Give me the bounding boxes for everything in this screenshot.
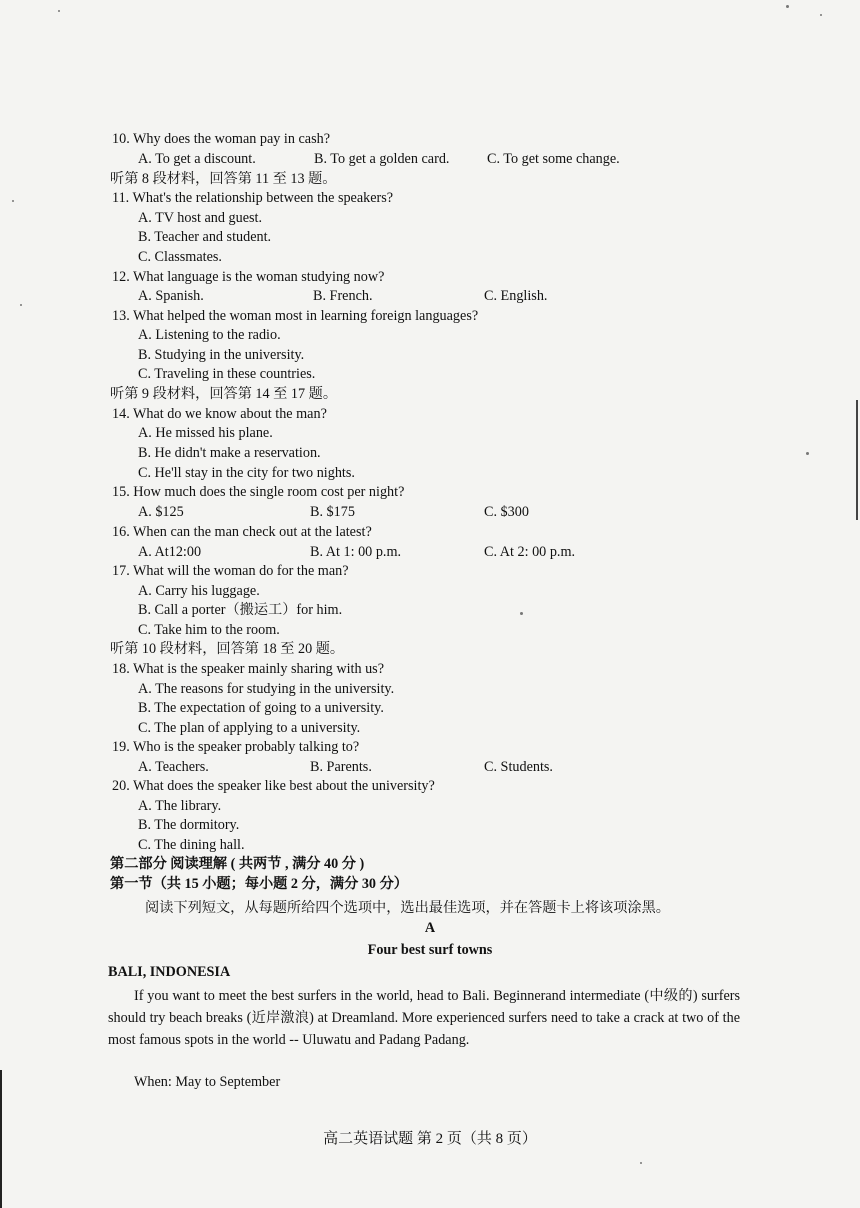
section-heading: 听第 9 段材料，回答第 14 至 17 题。 [110,386,338,402]
option: B. The expectation of going to a university. [138,700,384,716]
scan-speck [20,304,22,306]
scan-speck [820,14,822,16]
option: A. Teachers. [138,759,209,775]
passage-paragraph: If you want to meet the best surfers in the world, head to Bali. Beginnerand intermediate (中级的) surfers should try beach breaks (近岸激浪) at Dreamland. More experienced surfers need to take a crack at two of the most famous spots in the world -- Uluwatu and Padang Padang. [108,988,740,1048]
passage-body [108,985,740,1051]
passage-place: BALI, INDONESIA [108,964,231,980]
option: C. He'll stay in the city for two nights. [138,465,355,481]
option: A. The reasons for studying in the university. [138,681,395,697]
question-19: 19. Who is the speaker probably talking to? [112,739,360,755]
option: B. Parents. [310,759,372,775]
section1-title: 第一节（共 15 小题；每小题 2 分，满分 30 分） [110,876,408,892]
option: A. He missed his plane. [138,425,273,441]
scan-speck [58,10,60,12]
option: C. The plan of applying to a university. [138,720,361,736]
option: C. Classmates. [138,249,222,265]
option: C. Take him to the room. [138,622,280,638]
question-16: 16. When can the man check out at the latest? [112,524,372,540]
option: C. Traveling in these countries. [138,366,316,382]
option: C. Students. [484,759,553,775]
option: A. At12:00 [138,544,202,560]
option: B. $175 [310,504,355,520]
option: B. To get a golden card. [314,151,450,167]
option: B. Call a porter（搬运工）for him. [138,602,343,618]
reading-instruction: 阅读下列短文，从每题所给四个选项中，选出最佳选项，并在答题卡上将该项涂黑。 [145,900,670,916]
option: C. The dining hall. [138,837,245,853]
option: B. Teacher and student. [138,229,272,245]
question-17: 17. What will the woman do for the man? [112,563,349,579]
option: A. Spanish. [138,288,204,304]
scan-speck [806,452,809,455]
scan-speck [640,1162,642,1164]
option: B. At 1: 00 p.m. [310,544,402,560]
part2-title: 第二部分 阅读理解 ( 共两节 , 满分 40 分 ) [110,856,365,872]
option: B. The dormitory. [138,817,240,833]
passage-title: Four best surf towns [367,942,493,958]
page-footer: 高二英语试题 第 2 页（共 8 页） [323,1131,537,1147]
option: A. $125 [138,504,184,520]
question-10: 10. Why does the woman pay in cash? [112,131,331,147]
option: A. TV host and guest. [138,210,263,226]
option: A. Carry his luggage. [138,583,260,599]
question-14: 14. What do we know about the man? [112,406,327,422]
option: B. French. [313,288,373,304]
option: C. To get some change. [487,151,620,167]
scan-edge [0,1070,2,1208]
passage-when: When: May to September [134,1074,281,1090]
option: C. English. [484,288,548,304]
option: A. To get a discount. [138,151,256,167]
question-12: 12. What language is the woman studying now? [112,269,385,285]
scan-speck [520,612,523,615]
question-18: 18. What is the speaker mainly sharing with us? [112,661,385,677]
passage-letter: A [424,920,436,936]
option: A. The library. [138,798,222,814]
scan-speck [12,200,14,202]
section-heading: 听第 10 段材料，回答第 18 至 20 题。 [110,641,345,657]
question-15: 15. How much does the single room cost per night? [112,484,405,500]
option: B. Studying in the university. [138,347,305,363]
option: B. He didn't make a reservation. [138,445,321,461]
option: A. Listening to the radio. [138,327,281,343]
scan-speck [786,5,789,8]
question-11: 11. What's the relationship between the speakers? [112,190,394,206]
option: C. $300 [484,504,529,520]
option: C. At 2: 00 p.m. [484,544,576,560]
section-heading: 听第 8 段材料，回答第 11 至 13 题。 [110,171,337,187]
question-13: 13. What helped the woman most in learning foreign languages? [112,308,479,324]
scan-edge [856,400,858,520]
question-20: 20. What does the speaker like best about the university? [112,778,435,794]
